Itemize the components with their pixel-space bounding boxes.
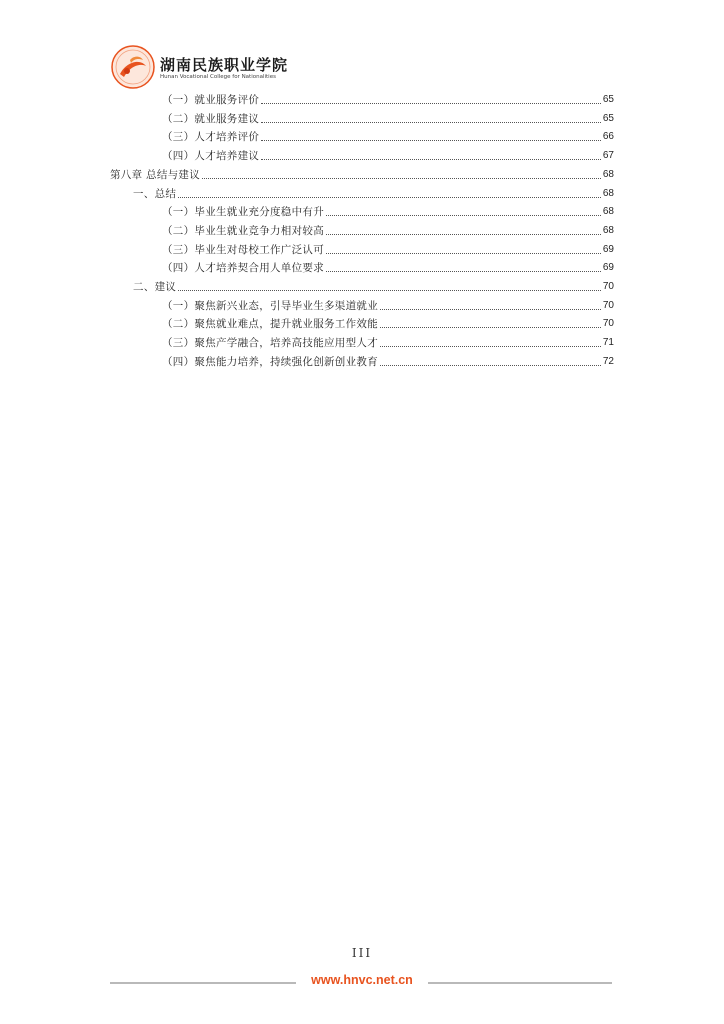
toc-entry[interactable] (162, 295, 614, 313)
toc-entry-title: （三）毕业生对母校工作广泛认可 (162, 243, 324, 256)
toc-entry-page: 67 (602, 150, 614, 162)
toc-leader-dots (380, 327, 601, 328)
toc-leader-dots (202, 178, 601, 179)
toc-leader-dots (380, 365, 601, 366)
college-logo-icon (110, 44, 156, 90)
toc-entry-title: 二、建议 (133, 281, 177, 293)
toc-leader-dots (326, 271, 601, 272)
toc-entry-title: （四）人才培养契合用人单位要求 (162, 262, 324, 275)
toc-entry-page: 72 (602, 355, 614, 367)
toc-entry-page: 71 (602, 337, 614, 349)
school-name-english: Hunan Vocational College for Nationalities (160, 74, 276, 80)
toc-entry-title: （一）毕业生就业充分度稳中有升 (162, 206, 324, 219)
toc-entry[interactable] (162, 145, 614, 163)
toc-leader-dots (326, 215, 601, 216)
toc-entry[interactable] (162, 351, 614, 369)
toc-entry[interactable] (162, 313, 614, 331)
toc-entry-page: 68 (602, 206, 614, 218)
toc-entry-title: 第八章 总结与建议 (110, 168, 201, 181)
toc-entry-page: 69 (602, 262, 614, 274)
toc-entry-title: （一）聚焦新兴业态，引导毕业生多渠道就业 (162, 299, 378, 312)
toc-leader-dots (178, 197, 601, 198)
toc-entry-title: （二）就业服务建议 (162, 112, 260, 125)
toc-entry-title: （一）就业服务评价 (162, 94, 260, 106)
toc-entry[interactable] (162, 108, 614, 126)
toc-entry-title: （二）毕业生就业竞争力相对较高 (162, 224, 324, 237)
toc-entry[interactable] (162, 239, 614, 257)
footer-divider-right (428, 982, 612, 984)
toc-entry-page: 70 (602, 318, 614, 330)
toc-entry-page: 65 (602, 94, 614, 105)
toc-entry[interactable] (133, 183, 614, 201)
school-name: 湖南民族职业学院 (160, 56, 289, 74)
toc-leader-dots (261, 103, 601, 104)
page-number: III (351, 946, 373, 960)
toc-entry[interactable] (162, 201, 614, 219)
toc-leader-dots (261, 122, 601, 123)
toc-leader-dots (261, 159, 601, 160)
toc-entry[interactable] (162, 257, 614, 275)
toc-entry-page: 68 (602, 224, 614, 236)
toc-leader-dots (380, 309, 601, 310)
toc-entry-page: 70 (602, 299, 614, 311)
toc-entry-title: （三）人才培养评价 (162, 131, 260, 144)
toc-entry[interactable] (162, 89, 614, 107)
toc-entry-title: （四）聚焦能力培养，持续强化创新创业教育 (162, 355, 378, 368)
toc-entry-title: （四）人才培养建议 (162, 150, 260, 163)
toc-entry-page: 66 (602, 131, 614, 143)
toc-entry-title: （三）聚焦产学融合，培养高技能应用型人才 (162, 337, 378, 350)
toc-entry[interactable] (110, 164, 614, 182)
toc-leader-dots (326, 253, 601, 254)
toc-entry-page: 70 (602, 281, 614, 292)
toc-entry[interactable] (162, 220, 614, 238)
toc-entry[interactable] (162, 332, 614, 350)
toc-entry-title: （二）聚焦就业难点，提升就业服务工作效能 (162, 318, 378, 331)
document-header (110, 44, 610, 90)
toc-leader-dots (380, 346, 601, 347)
toc-entry[interactable] (133, 276, 614, 294)
toc-entry-page: 68 (602, 187, 614, 199)
toc-entry-page: 68 (602, 168, 614, 180)
toc-entry[interactable] (162, 126, 614, 144)
toc-leader-dots (178, 290, 601, 291)
toc-entry-title: 一、总结 (133, 187, 177, 200)
toc-entry-page: 69 (602, 243, 614, 255)
toc-leader-dots (261, 140, 601, 141)
footer-divider-left (110, 982, 296, 984)
footer-website-link[interactable]: www.hnvc.net.cn (311, 973, 413, 987)
toc-leader-dots (326, 234, 601, 235)
toc-entry-page: 65 (602, 112, 614, 124)
